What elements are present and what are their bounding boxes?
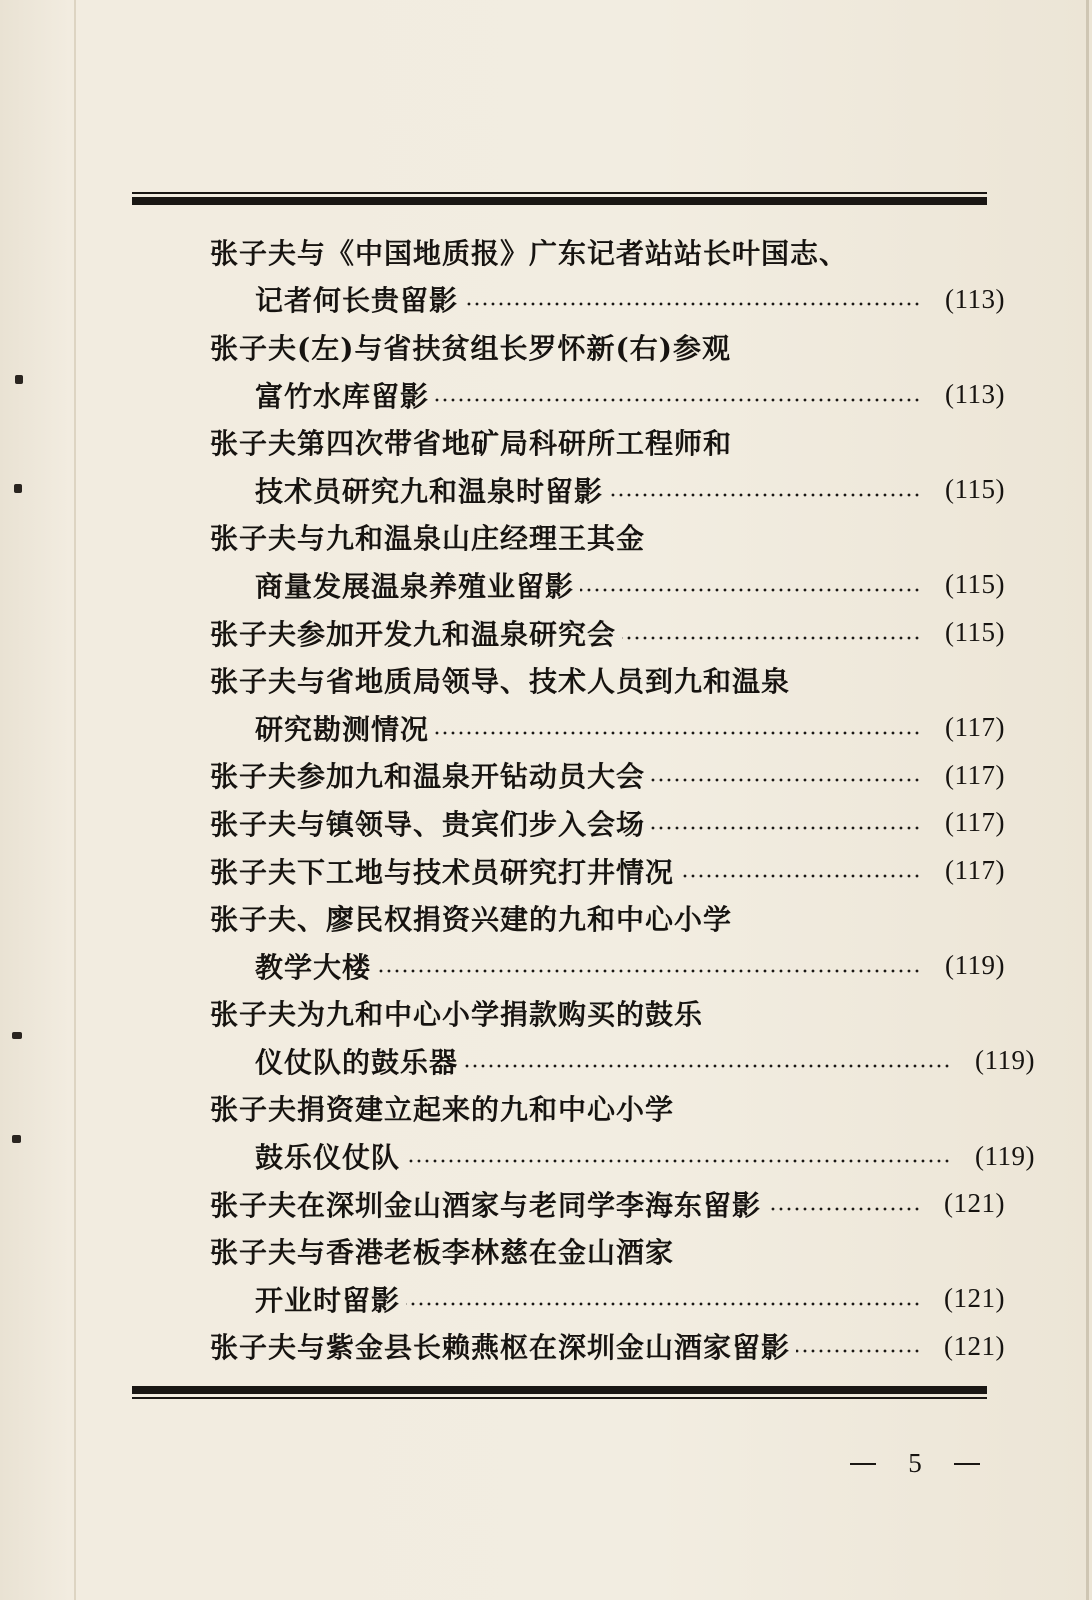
toc-entry-line (210, 1180, 1005, 1228)
toc-entry (210, 847, 1005, 895)
dot-leader (377, 969, 921, 973)
binding-hole-mark (12, 1135, 21, 1143)
toc-entry-title: 张子夫第四次带省地矿局科研所工程师和 (210, 427, 733, 461)
toc-entry-line (210, 847, 1005, 895)
toc-entry-line (210, 609, 1005, 657)
toc-entry-title: 教学大楼 (255, 950, 372, 984)
dot-leader (767, 1207, 921, 1211)
toc-page-reference: (117) (945, 759, 1005, 790)
toc-entry-line (210, 894, 1005, 942)
toc-entry-continuation-line (210, 704, 1005, 752)
toc-entry (210, 799, 1005, 847)
dot-leader (406, 1302, 921, 1306)
toc-entry (210, 1323, 1005, 1371)
page-number-text: 5 (908, 1448, 922, 1478)
toc-entry-title: 张子夫与九和温泉山庄经理王其金 (210, 522, 646, 556)
dot-leader (622, 636, 921, 640)
toc-entry-line (210, 799, 1005, 847)
toc-entry-title: 张子夫为九和中心小学捐款购买的鼓乐 (210, 998, 704, 1032)
toc-entry-continuation-line (210, 942, 1005, 990)
toc-entry-continuation-line (210, 466, 1005, 514)
bottom-double-rule (132, 1386, 987, 1399)
binding-hole-mark (15, 375, 23, 384)
dot-leader (609, 493, 921, 497)
toc-entry (210, 228, 1005, 323)
toc-entry-title: 张子夫、廖民权捐资兴建的九和中心小学 (210, 903, 733, 937)
toc-entry (210, 1085, 1035, 1180)
toc-entry-continuation-line (210, 1037, 1035, 1085)
toc-page-reference: (115) (945, 617, 1005, 648)
top-double-rule (132, 192, 987, 205)
toc-entry-title: 技术员研究九和温泉时留影 (255, 474, 604, 508)
toc-entry-title: 记者何长贵留影 (255, 284, 459, 318)
dot-leader (435, 398, 921, 402)
toc-entry (210, 514, 1005, 609)
toc-entry-title: 张子夫参加开发九和温泉研究会 (210, 617, 617, 651)
toc-page-reference: (119) (975, 1045, 1035, 1076)
toc-entry-continuation-line (210, 1275, 1005, 1323)
page-edge-right (1086, 0, 1089, 1600)
dot-leader (680, 874, 921, 878)
toc-page-reference: (115) (945, 569, 1005, 600)
toc-entry-line (210, 514, 1005, 562)
dot-leader (406, 1159, 951, 1163)
toc-entry-line (210, 418, 1005, 466)
toc-entry-title: 研究勘测情况 (255, 712, 430, 746)
toc-entry (210, 894, 1005, 989)
toc-entry-title: 张子夫与香港老板李林慈在金山酒家 (210, 1236, 675, 1270)
toc-entry-title: 张子夫(左)与省扶贫组长罗怀新(右)参观 (210, 331, 731, 365)
binding-hole-mark (14, 484, 22, 493)
toc-entry-title: 张子夫参加九和温泉开钻动员大会 (210, 760, 646, 794)
toc-page-reference: (121) (944, 1330, 1005, 1361)
toc-entry (210, 752, 1005, 800)
toc-entry-continuation-line (210, 276, 1005, 324)
toc-entry (210, 990, 1035, 1085)
toc-entry (210, 1227, 1005, 1322)
toc-entry-line (210, 228, 1005, 276)
toc-page-reference: (117) (945, 855, 1005, 886)
toc-entry-title: 张子夫下工地与技术员研究打井情况 (210, 855, 675, 889)
toc-entry-line (210, 656, 1005, 704)
dot-leader (651, 778, 921, 782)
toc-page-reference: (121) (944, 1188, 1005, 1219)
toc-entry-title: 张子夫与《中国地质报》广东记者站站长叶国志、 (210, 236, 849, 270)
folio-dash-right (954, 1463, 980, 1465)
dot-leader (464, 1064, 951, 1068)
toc-page-reference: (115) (945, 474, 1005, 505)
toc-entry-line (210, 1085, 1005, 1133)
dot-leader (651, 826, 921, 830)
page-number (850, 1448, 980, 1479)
toc-entry-title: 张子夫与镇领导、贵宾们步入会场 (210, 807, 646, 841)
toc-entry (210, 1180, 1005, 1228)
toc-entry-title: 商量发展温泉养殖业留影 (255, 569, 575, 603)
toc-page-reference: (119) (975, 1140, 1035, 1171)
toc-entry-line (210, 323, 1005, 371)
toc-page-reference: (117) (945, 807, 1005, 838)
toc-entry-continuation-line (210, 561, 1005, 609)
toc-entry-title: 开业时留影 (255, 1283, 401, 1317)
toc-entry-continuation-line (210, 1132, 1035, 1180)
toc-entry-continuation-line (210, 371, 1005, 419)
toc-page-reference: (117) (945, 712, 1005, 743)
toc-entry-title: 张子夫捐资建立起来的九和中心小学 (210, 1093, 675, 1127)
toc-page-reference: (121) (944, 1283, 1005, 1314)
toc-entry-title: 仪仗队的鼓乐器 (255, 1045, 459, 1079)
toc-entry-line (210, 1323, 1005, 1371)
toc-entry-title: 张子夫在深圳金山酒家与老同学李海东留影 (210, 1188, 762, 1222)
toc-page-reference: (113) (945, 379, 1005, 410)
dot-leader (796, 1349, 921, 1353)
dot-leader (435, 731, 921, 735)
dot-leader (580, 588, 921, 592)
dot-leader (464, 302, 921, 306)
contents-list (210, 228, 1035, 1370)
toc-entry-line (210, 752, 1005, 800)
toc-entry-title: 张子夫与紫金县长赖燕枢在深圳金山酒家留影 (210, 1331, 791, 1365)
folio-dash-left (850, 1463, 876, 1465)
toc-entry-title: 张子夫与省地质局领导、技术人员到九和温泉 (210, 665, 791, 699)
toc-entry (210, 609, 1005, 657)
toc-entry-line (210, 990, 1005, 1038)
page-edge-left (74, 0, 76, 1600)
toc-entry-title: 富竹水库留影 (255, 379, 430, 413)
toc-page-reference: (113) (945, 283, 1005, 314)
binding-hole-mark (12, 1032, 22, 1039)
toc-entry (210, 323, 1005, 418)
toc-entry-title: 鼓乐仪仗队 (255, 1141, 401, 1175)
toc-entry (210, 418, 1005, 513)
toc-entry-line (210, 1227, 1005, 1275)
toc-entry (210, 656, 1005, 751)
toc-page-reference: (119) (945, 950, 1005, 981)
